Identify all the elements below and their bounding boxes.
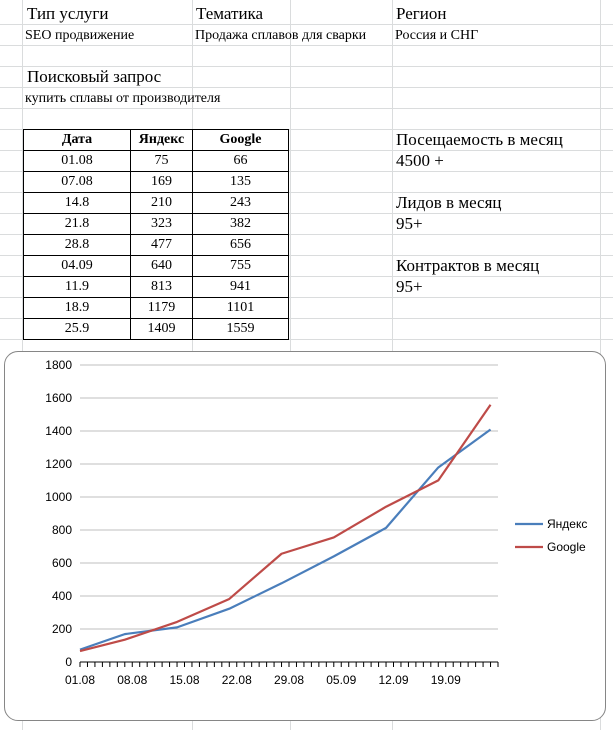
line-chart	[5, 352, 605, 720]
cell-date[interactable]: 18.9	[24, 298, 131, 319]
visits-label[interactable]: Посещаемость в месяц	[396, 130, 563, 149]
y-tick-label: 1400	[45, 424, 72, 438]
cell-date[interactable]: 04.09	[24, 256, 131, 277]
cell-google[interactable]: 1101	[193, 298, 289, 319]
y-tick-label: 1000	[45, 490, 72, 504]
cell-google[interactable]: 135	[193, 172, 289, 193]
cell-yandex[interactable]: 210	[131, 193, 193, 214]
search-query-value[interactable]: купить сплавы от производителя	[25, 91, 221, 106]
contracts-value[interactable]: 95+	[396, 277, 423, 296]
contracts-label[interactable]: Контрактов в месяц	[396, 256, 540, 275]
cell-yandex[interactable]: 640	[131, 256, 193, 277]
leads-value[interactable]: 95+	[396, 214, 423, 233]
cell-google[interactable]: 243	[193, 193, 289, 214]
table-row	[24, 277, 289, 298]
x-tick-label: 05.09	[326, 673, 357, 687]
cell-yandex[interactable]: 75	[131, 151, 193, 172]
cell-google[interactable]: 755	[193, 256, 289, 277]
legend-label: Google	[547, 540, 586, 554]
y-tick-label: 1600	[45, 391, 72, 405]
search-query-label[interactable]: Поисковый запрос	[27, 67, 162, 86]
cell-yandex[interactable]: 813	[131, 277, 193, 298]
x-tick-label: 01.08	[64, 673, 96, 687]
x-tick-label: 15.08	[169, 673, 200, 687]
y-tick-label: 400	[51, 589, 72, 603]
cell-date[interactable]: 01.08	[24, 151, 131, 172]
y-tick-label: 800	[51, 523, 72, 537]
cell-date[interactable]: 25.9	[24, 319, 131, 340]
cell-yandex[interactable]: 1179	[131, 298, 193, 319]
visits-value[interactable]: 4500 +	[396, 151, 444, 170]
cell-yandex[interactable]: 169	[131, 172, 193, 193]
table-row	[24, 319, 289, 340]
table-row	[24, 214, 289, 235]
y-tick-label: 1800	[45, 358, 72, 372]
leads-label[interactable]: Лидов в месяц	[396, 193, 502, 212]
y-tick-label: 1200	[45, 457, 72, 471]
table-header-row	[24, 130, 289, 151]
cell-date[interactable]: 07.08	[24, 172, 131, 193]
service-type-value[interactable]: SEO продвижение	[25, 28, 135, 43]
x-tick-label: 12.09	[378, 673, 409, 687]
x-tick-label: 29.08	[273, 673, 305, 687]
cell-google[interactable]: 941	[193, 277, 289, 298]
cell-yandex[interactable]: 323	[131, 214, 193, 235]
cell-yandex[interactable]: 477	[131, 235, 193, 256]
cell-yandex[interactable]: 1409	[131, 319, 193, 340]
cell-date[interactable]: 28.8	[24, 235, 131, 256]
x-tick-label: 08.08	[117, 673, 148, 687]
y-tick-label: 600	[51, 556, 72, 570]
cell-google[interactable]: 382	[193, 214, 289, 235]
cell-date[interactable]: 14.8	[24, 193, 131, 214]
cell-google[interactable]: 656	[193, 235, 289, 256]
topic-label[interactable]: Тематика	[196, 4, 264, 23]
chart-area[interactable]	[4, 351, 606, 721]
cell-google[interactable]: 1559	[193, 319, 289, 340]
cell-date[interactable]: 21.8	[24, 214, 131, 235]
table-row	[24, 235, 289, 256]
header-date[interactable]: Дата	[24, 130, 131, 151]
series-line-google	[80, 405, 491, 651]
region-label[interactable]: Регион	[396, 4, 447, 23]
region-value[interactable]: Россия и СНГ	[395, 28, 479, 43]
table-row	[24, 172, 289, 193]
header-yandex[interactable]: Яндекс	[131, 130, 193, 151]
cell-date[interactable]: 11.9	[24, 277, 131, 298]
topic-value[interactable]: Продажа сплавов для сварки	[195, 28, 367, 43]
x-tick-label: 19.09	[430, 673, 461, 687]
traffic-table	[23, 129, 289, 340]
series-line-yandex	[80, 430, 491, 650]
service-type-label[interactable]: Тип услуги	[27, 4, 109, 23]
table-row	[24, 256, 289, 277]
cell-google[interactable]: 66	[193, 151, 289, 172]
header-google[interactable]: Google	[193, 130, 289, 151]
y-tick-label: 0	[65, 655, 72, 669]
x-tick-label: 22.08	[221, 673, 252, 687]
y-tick-label: 200	[51, 622, 72, 636]
table-row	[24, 298, 289, 319]
table-row	[24, 193, 289, 214]
legend-label: Яндекс	[547, 517, 588, 531]
table-row	[24, 151, 289, 172]
